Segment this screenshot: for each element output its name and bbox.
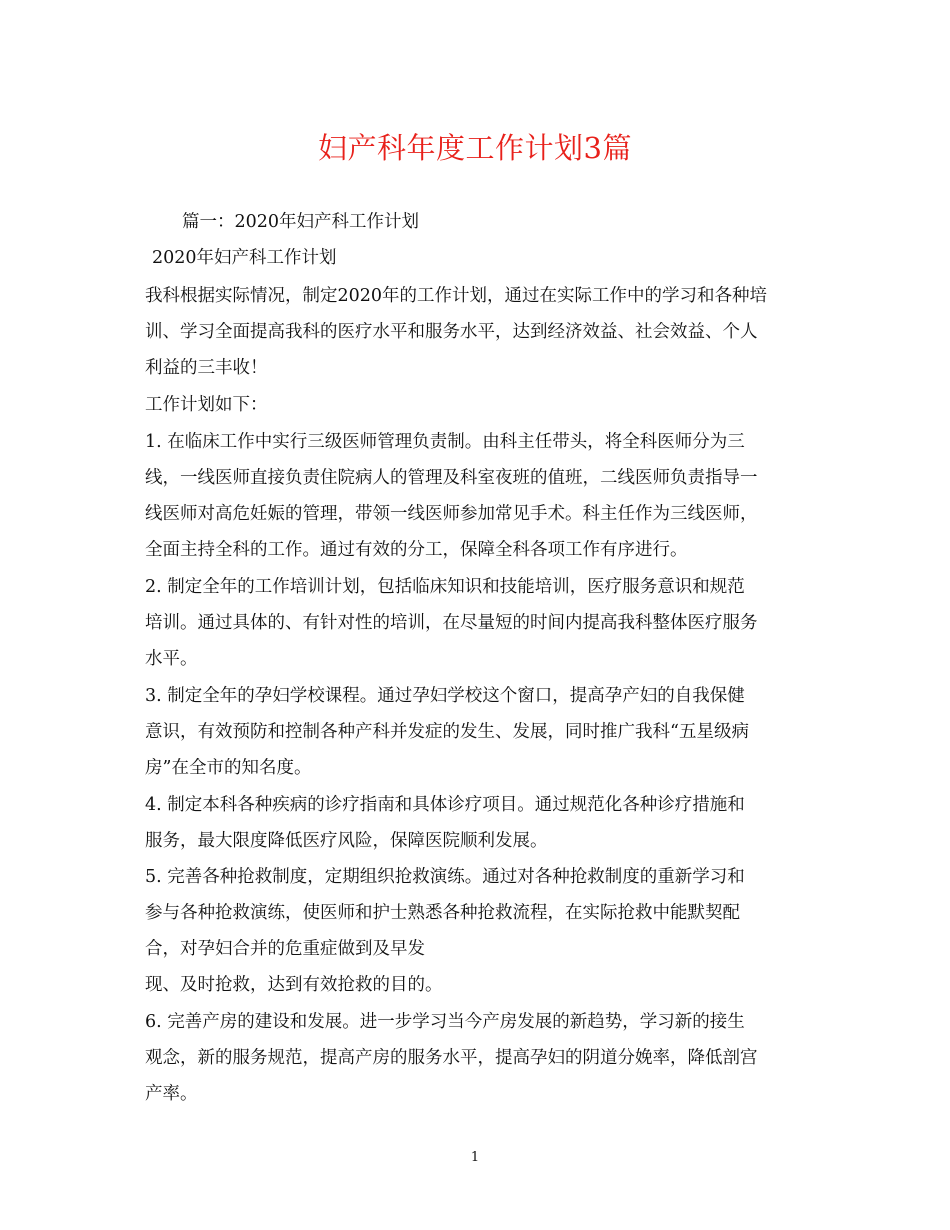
list-item-line: 观念，新的服务规范，提高产房的服务水平，提高孕妇的阴道分娩率，降低剖宫 <box>145 1048 758 1068</box>
paragraph-line: 利益的三丰收！ <box>145 358 268 378</box>
list-item-line: 意识，有效预防和控制各种产科并发症的发生、发展，同时推广我科“五星级病 <box>145 722 749 742</box>
paragraph-line: 我科根据实际情况，制定2020年的工作计划，通过在实际工作中的学习和各种培 <box>145 286 768 306</box>
list-item-line: 水平。 <box>145 649 198 669</box>
list-item-line: 培训。通过具体的、有针对性的培训，在尽量短的时间内提高我科整体医疗服务 <box>145 613 758 633</box>
list-item-line: 产率。 <box>145 1084 198 1104</box>
subheading: 2020年妇产科工作计划 <box>152 248 337 268</box>
list-item-line: 线医师对高危妊娠的管理，带领一线医师参加常见手术。科主任作为三线医师， <box>145 504 758 524</box>
list-item-line: 4. 制定本科各种疾病的诊疗指南和具体诊疗项目。通过规范化各种诊疗措施和 <box>145 795 745 815</box>
list-item-line: 2. 制定全年的工作培训计划，包括临床知识和技能培训，医疗服务意识和规范 <box>145 577 745 597</box>
list-item-line: 参与各种抢救演练，使医师和护士熟悉各种抢救流程，在实际抢救中能默契配 <box>145 903 740 923</box>
list-item-line: 6. 完善产房的建设和发展。进一步学习当今产房发展的新趋势，学习新的接生 <box>145 1012 745 1032</box>
list-item-line: 1. 在临床工作中实行三级医师管理负责制。由科主任带头，将全科医师分为三 <box>145 432 745 452</box>
list-item-line: 5. 完善各种抢救制度，定期组织抢救演练。通过对各种抢救制度的重新学习和 <box>145 867 745 887</box>
page-number: 1 <box>470 1150 480 1165</box>
paragraph-line: 训、学习全面提高我科的医疗水平和服务水平，达到经济效益、社会效益、个人 <box>145 322 758 342</box>
list-item-line: 线，一线医师直接负责住院病人的管理及科室夜班的值班，二线医师负责指导一 <box>145 468 758 488</box>
paragraph-line: 工作计划如下： <box>145 395 268 415</box>
list-item-line: 全面主持全科的工作。通过有效的分工，保障全科各项工作有序进行。 <box>145 540 688 560</box>
section-heading: 篇一：2020年妇产科工作计划 <box>182 212 420 232</box>
list-item-line: 3. 制定全年的孕妇学校课程。通过孕妇学校这个窗口，提高孕产妇的自我保健 <box>145 686 745 706</box>
list-item-line: 服务，最大限度降低医疗风险，保障医院顺利发展。 <box>145 831 548 851</box>
list-item-line: 现、及时抢救，达到有效抢救的目的。 <box>145 975 443 995</box>
list-item-line: 合，对孕妇合并的危重症做到及早发 <box>145 939 425 959</box>
document-title: 妇产科年度工作计划3篇 <box>318 131 632 165</box>
list-item-line: 房”在全市的知名度。 <box>145 758 312 778</box>
